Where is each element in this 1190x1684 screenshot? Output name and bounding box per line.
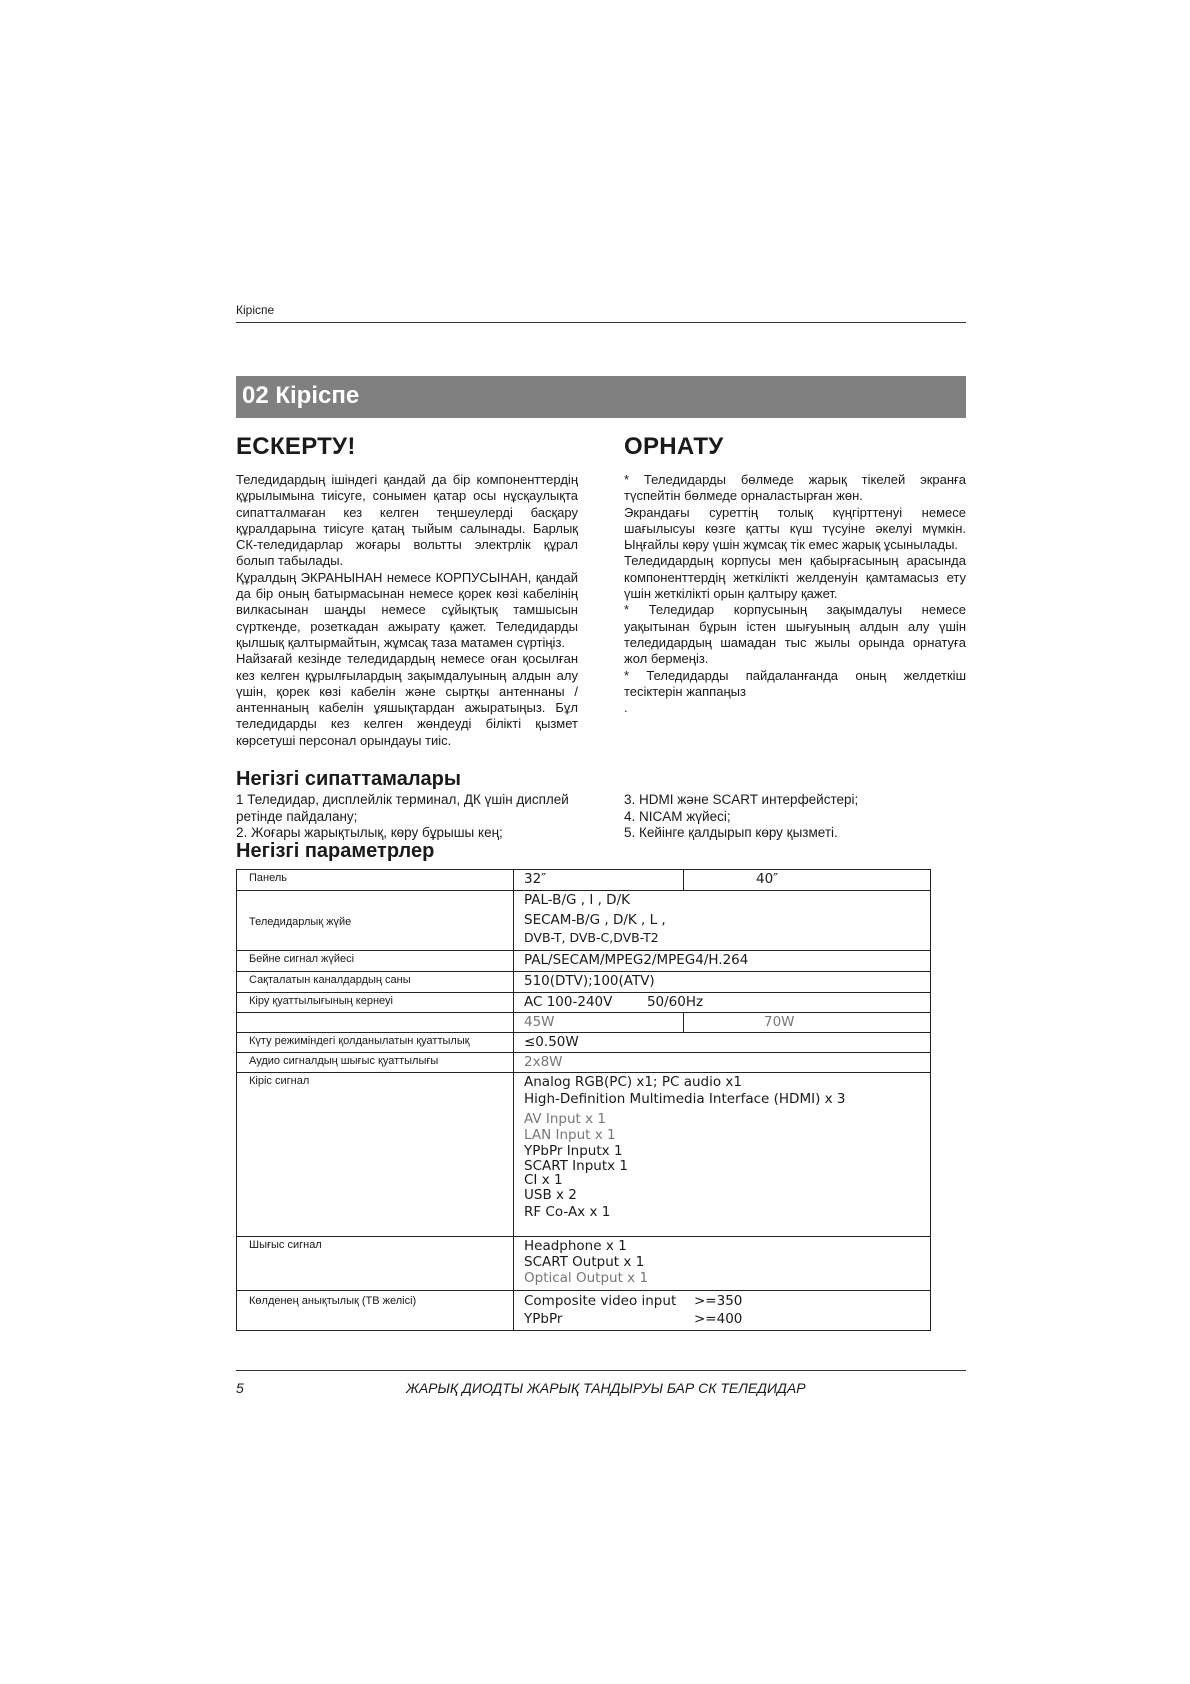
section-title: 02 Кіріспе [242, 382, 360, 409]
section-heading-bar [236, 376, 966, 418]
resolution-label: Composite video input [524, 1293, 677, 1309]
input-item: CI x 1 [524, 1172, 563, 1188]
input-item: YPbPr Inputx 1 [524, 1143, 623, 1159]
table-row [237, 1291, 931, 1331]
warning-text [236, 472, 578, 749]
table-row [237, 1013, 931, 1033]
cell-value [514, 891, 931, 951]
install-paragraph: . [624, 700, 628, 716]
cell-value: 32″ [514, 870, 684, 891]
row-label: Панель [237, 870, 514, 891]
row-label: Шығыс сигнал [237, 1237, 514, 1291]
table-row [237, 1053, 931, 1073]
footer-divider [236, 1370, 966, 1371]
cell-value: 2x8W [514, 1053, 931, 1073]
feature-item: 2. Жоғары жарықтылық, көру бұрышы кең; [236, 825, 503, 840]
cell-value: 70W [684, 1013, 931, 1033]
tv-system-line: SECAM-B/G , D/K , L , [524, 912, 666, 928]
resolution-value: >=400 [694, 1311, 743, 1327]
cell-value [514, 1073, 931, 1237]
tv-system-line: DVB-T, DVB-C,DVB-T2 [524, 930, 659, 945]
cell-value: 40″ [684, 870, 931, 891]
row-label: Бейне сигнал жүйесі [237, 951, 514, 972]
row-label: Көлденең анықтылық (ТВ желісі) [237, 1291, 514, 1331]
input-item: RF Co-Ax x 1 [524, 1204, 611, 1220]
cell-value [514, 1291, 931, 1331]
table-row [237, 891, 931, 951]
features-title: Негізгі сипаттамалары [236, 768, 461, 790]
install-paragraph: * Теледидарды пайдаланғанда оның желдеткіш тесіктерін жаппаңыз [624, 667, 966, 699]
resolution-line [524, 1292, 930, 1310]
output-item: SCART Output x 1 [524, 1254, 645, 1270]
cell-value: 45W [514, 1013, 684, 1033]
install-paragraph: Теледидардың корпусы мен қабырғасының арасында компоненттердің жеткілікті желденуін қамтамасыз ету үшін жеткілікті орын қалтыру қажет. [624, 553, 966, 602]
feature-item: 1 Теледидар, дисплейлік терминал, ДК үшін дисплей ретінде пайдалану; [236, 792, 569, 824]
resolution-value: >=350 [694, 1293, 743, 1309]
running-header: Кіріспе [236, 303, 275, 317]
resolution-label: YPbPr [524, 1311, 563, 1327]
input-item: Analog RGB(PC) x1; PC audio x1 [524, 1074, 742, 1090]
install-title: ОРНАТУ [624, 433, 724, 460]
feature-item: 5. Кейінге қалдырып көру қызметі. [624, 825, 838, 840]
row-label [237, 1013, 514, 1033]
row-label: Кіріс сигнал [237, 1073, 514, 1237]
tv-system-line: PAL-B/G , I , D/K [524, 892, 630, 908]
warning-paragraph: Құралдың ЭКРАНЫНАН немесе КОРПУСЫНАН, қандай да бір оның батырмасынан немесе қорек көзі кабелінің вилкасынан шаңды немесе сұйықтық тамшысын сүрткенде, розеткадан ажырату қажет. Теледидарды қылшық қалтырмайтын, жұмсақ таза матамен сүртіңіз. [236, 569, 578, 650]
input-item: High-Definition Multimedia Interface (HDMI) x 3 [524, 1091, 846, 1107]
table-row [237, 1073, 931, 1237]
install-paragraph: * Теледидар корпусының зақымдалуы немесе уақытынан бұрын істен шығуының алдын алу үшін теледидардың шамадан тыс жылы орында орнатуға жол бермеңіз. [624, 602, 966, 667]
params-title: Негізгі параметрлер [236, 840, 435, 862]
resolution-line [524, 1310, 930, 1328]
row-label: Кіру қуаттылығының кернеуі [237, 993, 514, 1013]
row-label: Теледидарлық жүйе [237, 891, 514, 951]
power-voltage: AC 100-240V [524, 994, 613, 1010]
install-paragraph: Экрандағы суреттің толық күңгірттенуі немесе шағылысуы көзге қатты күш түсуіне әкелуі мүмкін. Ыңғайлы көру үшін жұмсақ тік емес жарық ұсынылады. [624, 504, 966, 553]
install-text [624, 472, 966, 716]
table-row [237, 951, 931, 972]
warning-paragraph: Теледидардың ішіндегі қандай да бір компоненттердің құрылымына тиісуге, сонымен қатар осы нұсқаулықта сипатталмаған кез келген теңшеулерді басқару құралдарына тиісуге қатаң тыйым салынады. Барлық СК-теледидарлар жоғары вольтты электрлік құрал болып табылады. [236, 472, 578, 569]
params-table [236, 869, 931, 1331]
install-paragraph: * Теледидарды бөлмеде жарық тікелей экранға түспейтін бөлмеде орналастырған жөн. [624, 472, 966, 504]
feature-item: 4. NICAM жүйесі; [624, 808, 731, 824]
table-row [237, 993, 931, 1013]
table-row [237, 870, 931, 891]
row-label: Аудио сигналдың шығыс қуаттылығы [237, 1053, 514, 1073]
features-left [236, 792, 578, 842]
output-item: Optical Output x 1 [524, 1270, 649, 1286]
table-row [237, 1033, 931, 1053]
output-item: Headphone x 1 [524, 1238, 627, 1254]
header-divider [236, 322, 966, 323]
row-label: Сақталатын каналдардың саны [237, 972, 514, 993]
cell-value: 510(DTV);100(ATV) [514, 972, 931, 993]
features-right [624, 792, 966, 842]
power-frequency: 50/60Hz [646, 994, 704, 1010]
footer-title: ЖАРЫҚ ДИОДТЫ ЖАРЫҚ ТАНДЫРУЫ БАР СК ТЕЛЕДИДАР [406, 1380, 806, 1396]
warning-paragraph: Найзағай кезінде теледидардың немесе оған қосылған кез келген құрылғылардың зақымдалуының алдын алу үшін, қорек көзі кабелін және сыртқы антеннаны / антеннаның кабелін ұяшықтардан ажыратыңыз. Бұл теледидарды кез келген жөндеуді білікті қызмет көрсетуші персонал орындауы тиіс. [236, 651, 578, 748]
input-item: USB x 2 [524, 1187, 577, 1203]
input-item: SCART Inputx 1 [524, 1158, 628, 1174]
input-item: LAN Input x 1 [524, 1127, 616, 1143]
cell-value [514, 1237, 931, 1291]
row-label: Күту режиміндегі қолданылатын қуаттылық [237, 1033, 514, 1053]
cell-value: ≤0.50W [514, 1033, 931, 1053]
feature-item: 3. HDMI және SCART интерфейстері; [624, 792, 859, 807]
table-row [237, 972, 931, 993]
cell-value: PAL/SECAM/MPEG2/MPEG4/H.264 [514, 951, 931, 972]
table-row [237, 1237, 931, 1291]
warning-title: ЕСКЕРТУ! [236, 433, 356, 460]
input-item: AV Input x 1 [524, 1111, 607, 1127]
page-number: 5 [236, 1380, 244, 1396]
cell-value [514, 993, 931, 1013]
